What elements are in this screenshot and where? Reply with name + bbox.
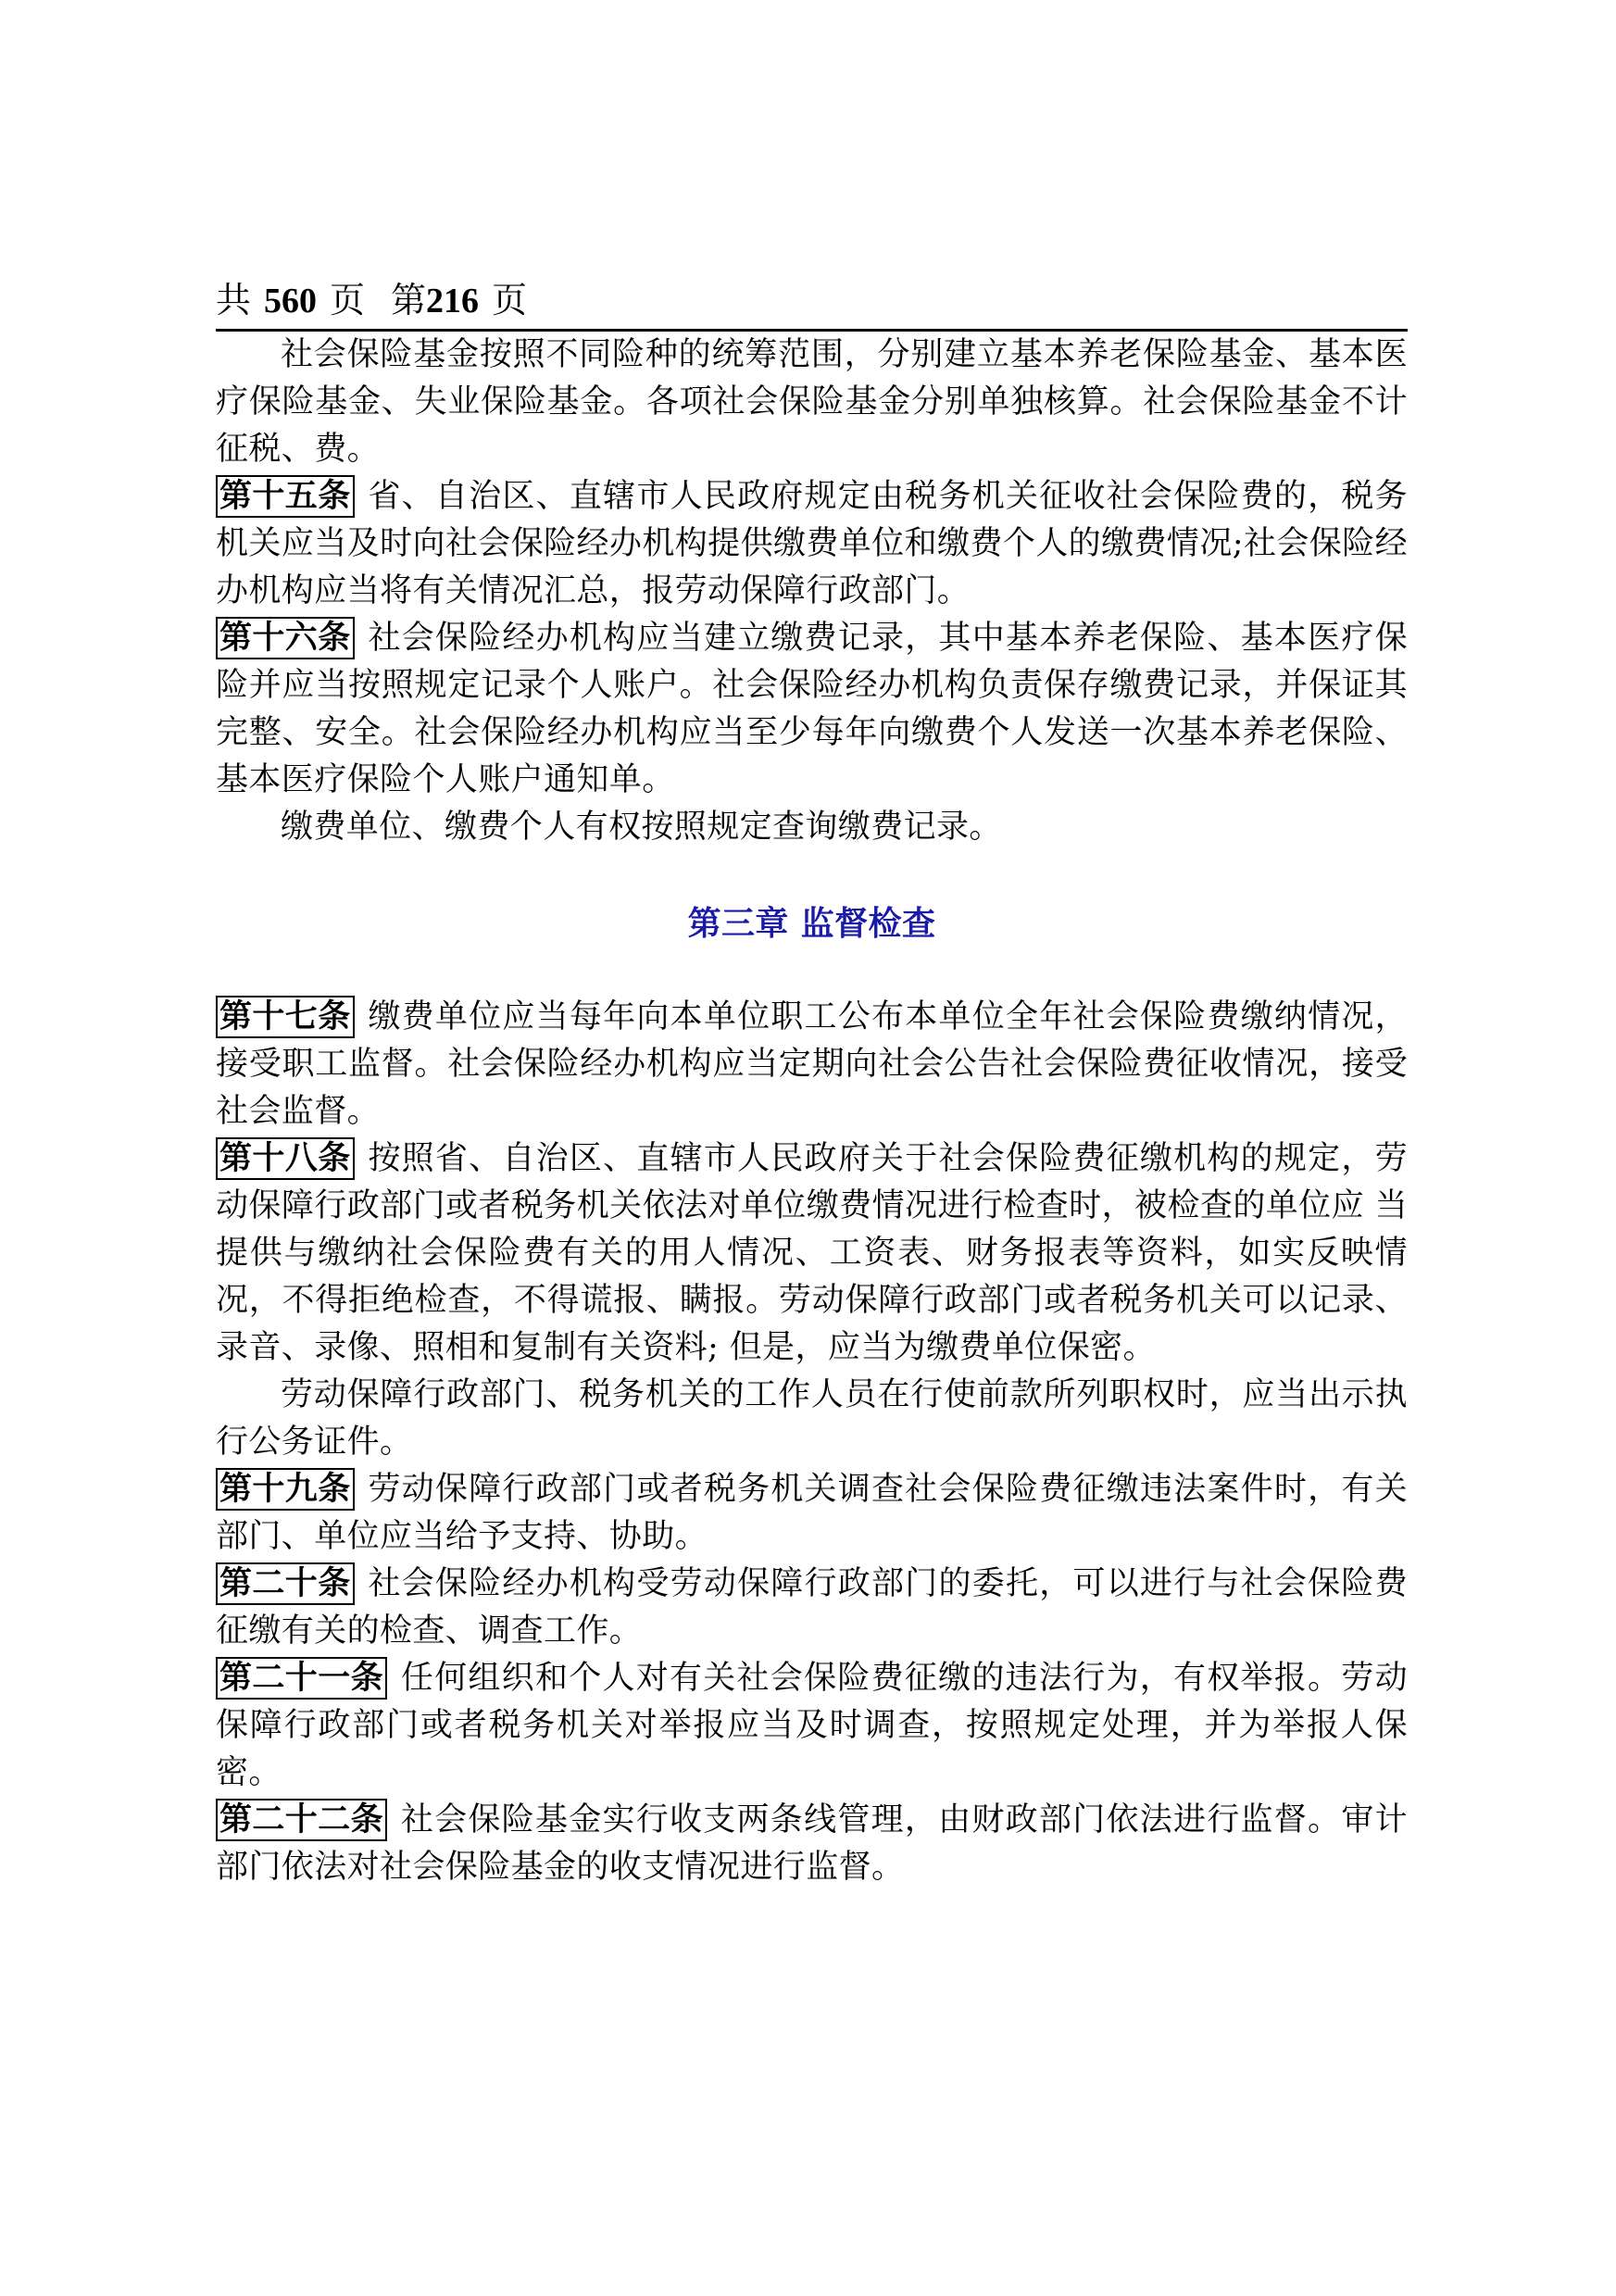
article-22 (216, 1797, 1408, 1891)
total-pages: 560 (264, 282, 318, 320)
document-page (216, 278, 1408, 1891)
article-label: 第十五条 (216, 475, 355, 518)
article-text: 社会保险经办机构受劳动保障行政部门的委托，可以进行与社会保险费征缴有关的检查、调查工作。 (216, 1565, 1408, 1650)
article-19 (216, 1466, 1408, 1561)
current-page: 216 (426, 282, 480, 320)
current-suffix: 页 (492, 280, 528, 320)
article-text: 社会保险经办机构应当建立缴费记录，其中基本养老保险、基本医疗保险并应当按照规定记录个人账户。社会保险经办机构负责保存缴费记录，并保证其完整、安全。社会保险经办机构应当至少每年向缴费个人发送一次基本养老保险、基本医疗保险个人账户通知单。 (216, 620, 1408, 798)
article-label: 第二十二条 (216, 1799, 387, 1841)
paragraph-fund-accounting: 社会保险基金按照不同险种的统筹范围，分别建立基本养老保险基金、基本医疗保险基金、失业保险基金。各项社会保险基金分别单独核算。社会保险基金不计征税、费。 (216, 336, 1408, 468)
article-label: 第十九条 (216, 1468, 355, 1511)
article-text: 社会保险基金实行收支两条线管理，由财政部门依法进行监督。审计部门依法对社会保险基金的收支情况进行监督。 (216, 1801, 1408, 1886)
article-21 (216, 1655, 1408, 1797)
article-text: 按照省、自治区、直辖市人民政府关于社会保险费征缴机构的规定，劳动保障行政部门或者税务机关依法对单位缴费情况进行检查时，被检查的单位应 当提供与缴纳社会保险费有关的用人情况、工资表、财务报表等资料，如实反映情况，不得拒绝检查，不得谎报、瞒报。劳动保障行政部门或者税务机关可以记录、 录音、录像、照相和复制有关资料; 但是，应当为缴费单位保密。 (216, 1140, 1408, 1366)
paragraph-query-records: 缴费单位、缴费个人有权按照规定查询缴费记录。 (281, 809, 1002, 846)
article-text: 缴费单位应当每年向本单位职工公布本单位全年社会保险费缴纳情况，接受职工监督。社会保险经办机构应当定期向社会公告社会保险费征收情况，接受社会监督。 (216, 998, 1408, 1130)
total-prefix: 共 (216, 280, 252, 320)
article-label: 第十六条 (216, 617, 355, 659)
article-label: 第二十一条 (216, 1657, 387, 1700)
article-15 (216, 473, 1408, 615)
article-20 (216, 1561, 1408, 1655)
article-label: 第十七条 (216, 996, 355, 1038)
page-header (216, 278, 1408, 332)
article-17 (216, 994, 1408, 1135)
document-body (216, 332, 1408, 1891)
current-prefix: 第 (391, 280, 427, 320)
article-text: 省、自治区、直辖市人民政府规定由税务机关征收社会保险费的，税务机关应当及时向社会保险经办机构提供缴费单位和缴费个人的缴费情况;社会保险经办机构应当将有关情况汇总，报劳动保障行政部门。 (216, 478, 1408, 609)
total-suffix: 页 (330, 280, 366, 320)
article-18 (216, 1135, 1408, 1372)
article-16 (216, 615, 1408, 804)
chapter-title: 第三章 监督检查 (687, 904, 936, 943)
article-label: 第二十条 (216, 1562, 355, 1605)
article-label: 第十八条 (216, 1137, 355, 1180)
article-text: 劳动保障行政部门或者税务机关调查社会保险费征缴违法案件时，有关部门、单位应当给予支持、协助。 (216, 1471, 1408, 1555)
article-text: 任何组织和个人对有关社会保险费征缴的违法行为，有权举报。劳动保障行政部门或者税务机关对举报应当及时调查，按照规定处理，并为举报人保密。 (216, 1660, 1408, 1791)
paragraph-official-credentials: 劳动保障行政部门、税务机关的工作人员在行使前款所列职权时，应当出示执行公务证件。 (216, 1376, 1408, 1461)
